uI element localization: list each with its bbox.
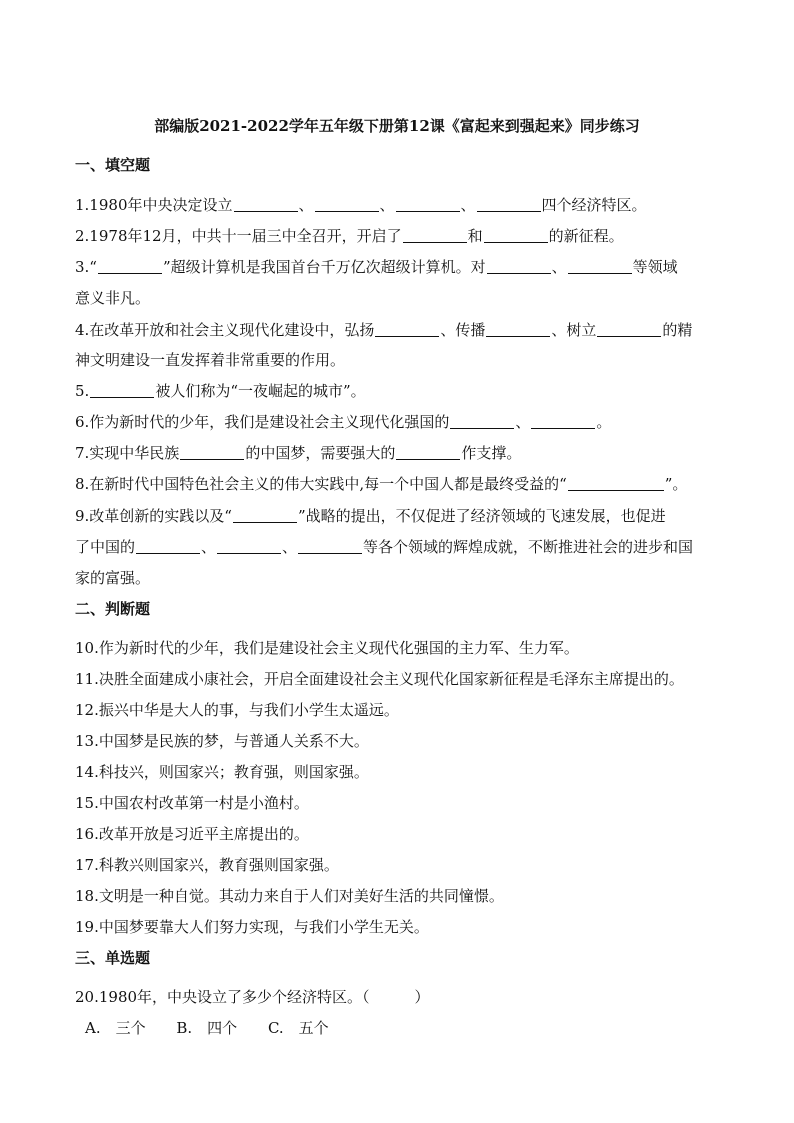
question-7: [75, 443, 735, 463]
section-heading-judge: 二、判断题: [75, 600, 151, 618]
answer-blank[interactable]: [484, 227, 548, 243]
answer-blank[interactable]: [487, 258, 551, 274]
answer-blank[interactable]: [234, 196, 298, 212]
answer-blank[interactable]: [486, 321, 550, 337]
question-text: ”。: [664, 475, 688, 493]
answer-blank[interactable]: [233, 507, 297, 523]
question-text: 和: [467, 227, 483, 245]
question-text: 6.作为新时代的少年，我们是建设社会主义现代化强国的: [75, 413, 450, 431]
question-text: 9.改革创新的实践以及“: [75, 507, 232, 525]
judge-question-18: 18.文明是一种自觉。其动力来自于人们对美好生活的共同憧憬。: [75, 887, 504, 905]
question-text: 、: [282, 538, 298, 556]
question-text: 的新征程。: [548, 227, 624, 245]
answer-blank[interactable]: [597, 321, 661, 337]
option-b[interactable]: B. 四个: [176, 1019, 238, 1037]
answer-blank[interactable]: [180, 444, 244, 460]
question-text: 4.在改革开放和社会主义现代化建设中，弘扬: [75, 321, 375, 339]
answer-blank[interactable]: [396, 196, 460, 212]
question-text: 的精: [662, 321, 693, 339]
question-text: 1.1980年中央决定设立: [75, 196, 233, 214]
question-text: 。: [596, 413, 612, 431]
question-text: 、: [201, 538, 217, 556]
question-6: [75, 412, 735, 432]
question-text: 3.“: [75, 258, 97, 276]
answer-blank[interactable]: [217, 538, 281, 554]
page-title: 部编版2021-2022学年五年级下册第12课《富起来到强起来》同步练习: [154, 117, 640, 135]
answer-blank[interactable]: [450, 413, 514, 429]
option-a[interactable]: A. 三个: [85, 1019, 146, 1037]
question-text: 、: [460, 196, 476, 214]
question-text: 8.在新时代中国特色社会主义的伟大实践中,每一个中国人都是最终受益的“: [75, 475, 567, 493]
question-text: 家的富强。: [75, 569, 151, 587]
question-text: 等领域: [632, 258, 678, 276]
section-heading-single: 三、单选题: [75, 949, 151, 967]
answer-options: [85, 1018, 745, 1038]
question-text: 5.: [75, 382, 90, 400]
judge-question-19: 19.中国梦要靠大人们努力实现，与我们小学生无关。: [75, 918, 429, 936]
question-9-cont: [75, 537, 735, 557]
answer-blank[interactable]: [477, 196, 541, 212]
question-9-cont2: [75, 568, 735, 588]
judge-question-12: 12.振兴中华是大人的事，与我们小学生太遥远。: [75, 701, 399, 719]
answer-blank[interactable]: [568, 475, 664, 491]
answer-blank[interactable]: [136, 538, 200, 554]
answer-blank[interactable]: [375, 321, 439, 337]
question-text: 意义非凡。: [75, 289, 151, 307]
question-3-cont: [75, 288, 735, 308]
question-4: [75, 320, 735, 340]
question-2: [75, 226, 735, 246]
judge-question-13: 13.中国梦是民族的梦，与普通人关系不大。: [75, 732, 369, 750]
judge-question-11: 11.决胜全面建成小康社会，开启全面建设社会主义现代化国家新征程是毛泽东主席提出的。: [75, 670, 684, 688]
question-text: 神文明建设一直发挥着非常重要的作用。: [75, 351, 346, 369]
question-text: 、: [379, 196, 395, 214]
question-text: 被人们称为“一夜崛起的城市”。: [155, 382, 366, 400]
question-text: 、传播: [440, 321, 486, 339]
question-1: [75, 195, 735, 215]
question-text: ”超级计算机是我国首台千万亿次超级计算机。对: [162, 258, 486, 276]
judge-question-10: 10.作为新时代的少年，我们是建设社会主义现代化强国的主力军、生力军。: [75, 639, 579, 657]
question-8: [75, 474, 735, 494]
single-question-20: 20.1980年，中央设立了多少个经济特区。（ ）: [75, 988, 430, 1006]
question-text: 7.实现中华民族: [75, 444, 180, 462]
question-4-cont: [75, 350, 735, 370]
question-text: 、: [515, 413, 531, 431]
judge-question-17: 17.科教兴则国家兴，教育强则国家强。: [75, 856, 339, 874]
question-text: 、: [551, 258, 567, 276]
answer-blank[interactable]: [98, 258, 162, 274]
answer-blank[interactable]: [403, 227, 467, 243]
question-3: [75, 257, 735, 277]
answer-blank[interactable]: [298, 538, 362, 554]
option-c[interactable]: C. 五个: [267, 1019, 329, 1037]
answer-blank[interactable]: [396, 444, 460, 460]
question-text: 作支撑。: [461, 444, 522, 462]
answer-blank[interactable]: [531, 413, 595, 429]
answer-blank[interactable]: [568, 258, 632, 274]
judge-question-16: 16.改革开放是习近平主席提出的。: [75, 825, 309, 843]
question-text: 2.1978年12月，中共十一届三中全召开，开启了: [75, 227, 402, 245]
section-heading-fill: 一、填空题: [75, 156, 151, 174]
question-text: 了中国的: [75, 538, 136, 556]
answer-blank[interactable]: [315, 196, 379, 212]
question-5: [75, 381, 735, 401]
question-text: 四个经济特区。: [541, 196, 647, 214]
question-text: ”战略的提出，不仅促进了经济领域的飞速发展，也促进: [297, 507, 666, 525]
question-text: 等各个领域的辉煌成就，不断推进社会的进步和国: [363, 538, 694, 556]
question-9: [75, 506, 735, 526]
judge-question-14: 14.科技兴，则国家兴；教育强，则国家强。: [75, 763, 369, 781]
question-text: 的中国梦，需要强大的: [245, 444, 396, 462]
judge-question-15: 15.中国农村改革第一村是小渔村。: [75, 794, 309, 812]
question-text: 、树立: [551, 321, 597, 339]
question-text: 、: [298, 196, 314, 214]
answer-blank[interactable]: [90, 382, 154, 398]
